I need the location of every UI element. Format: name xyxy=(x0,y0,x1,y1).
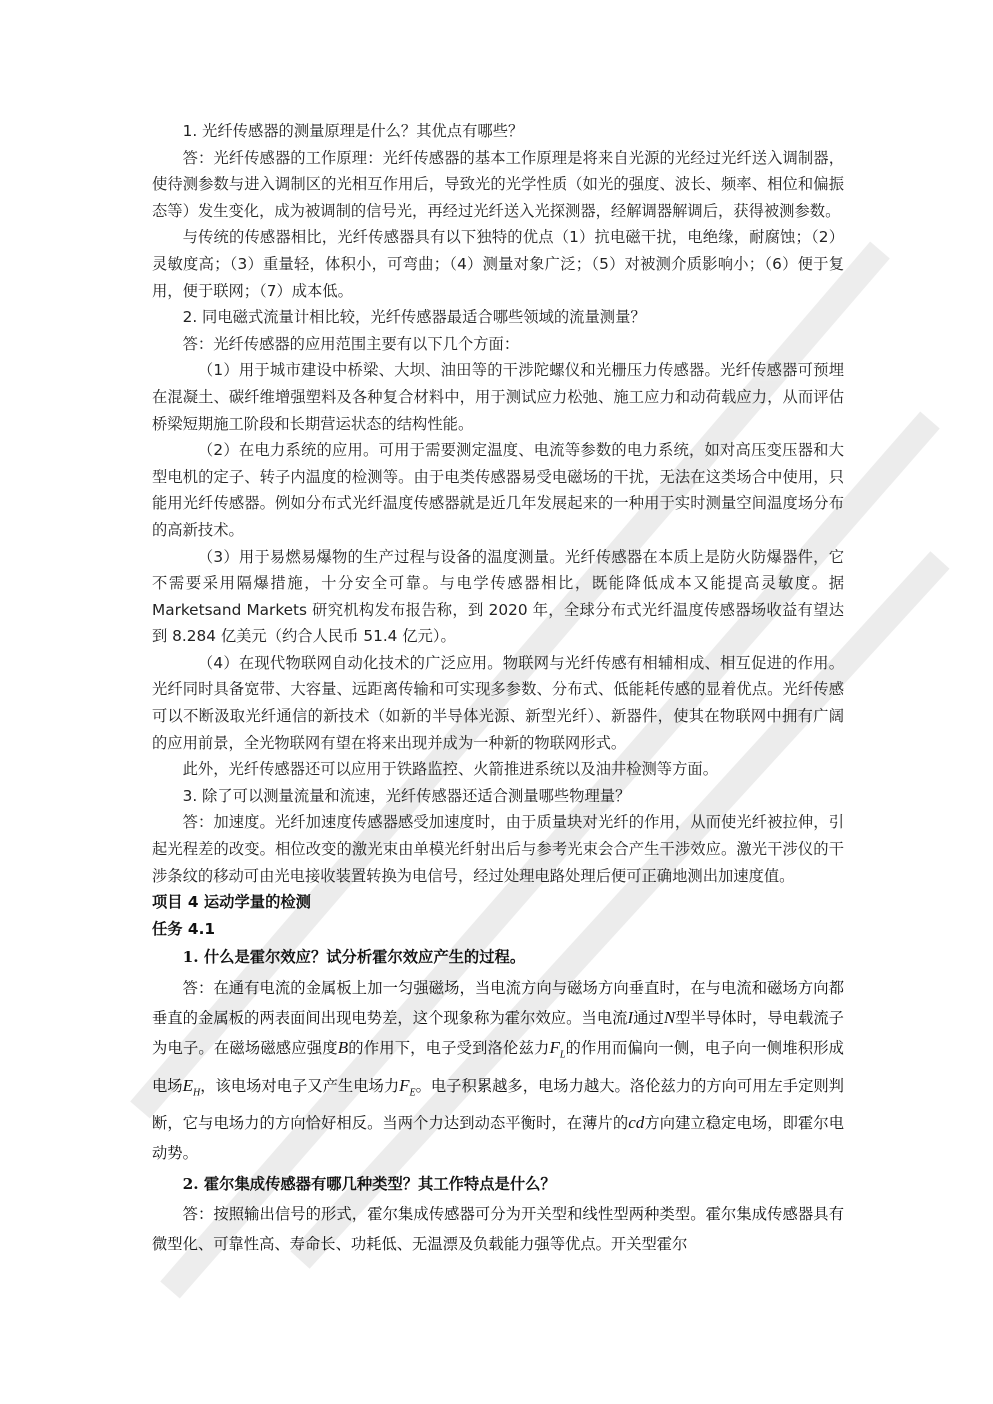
document-page xyxy=(152,118,844,1259)
answer-1-principle: 答：光纤传感器的工作原理：光纤传感器的基本工作原理是将来自光源的光经过光纤送入调制器，使待测参数与进入调制区的光相互作用后，导致光的光学性质（如光的强度、波长、频率、相位和偏振态等）发生变化，成为被调制的信号光，再经过光纤送入光探测器，经解调器解调后，获得被测参数。 xyxy=(152,148,844,220)
question-3: 3. 除了可以测量流量和流速，光纤传感器还适合测量哪些物理量？ xyxy=(182,786,631,805)
answer-2-item-4: （4）在现代物联网自动化技术的广泛应用。物联网与光纤传感有相辅相成、相互促进的作用。光纤同时具备宽带、大容量、远距离传输和可实现多参数、分布式、低能耗传感的显着优点。光纤传感可以不断汲取光纤通信的新技术（如新的半导体光源、新型光纤）、新器件，使其在物联网中拥有广阔的应用前景，全光物联网有望在将来出现并成为一种新的物联网形式。 xyxy=(152,653,844,752)
answer-2-closing: 此外，光纤传感器还可以应用于铁路监控、火箭推进系统以及油井检测等方面。 xyxy=(182,760,718,779)
question-2: 2. 同电磁式流量计相比较，光纤传感器最适合哪些领域的流量测量？ xyxy=(182,308,646,327)
answer-2-item-3: （3）用于易燃易爆物的生产过程与设备的温度测量。光纤传感器在本质上是防火防爆器件，它不需要采用隔爆措施，十分安全可靠。与电学传感器相比，既能降低成本又能提高灵敏度。据 Marketsand Markets 研究机构发布报告称，到 2020 年，全球分布式光纤温度传感器场收益有望达到 8.284 亿美元（约合人民币 51.4 亿元）。 xyxy=(152,547,844,646)
math-symbol-b: B xyxy=(337,1038,349,1058)
answer-3: 答：加速度。光纤加速度传感器感受加速度时，由于质量块对光纤的作用，从而使光纤被拉伸，引起光程差的改变。相位改变的激光束由单模光纤射出后与参考光束会合产生干涉效应。激光干涉仪的干涉条纹的移动可由光电接收装置转换为电信号，经过处理电路处理后便可正确地测出加速度值。 xyxy=(152,813,844,885)
hall-answer-2: 答：按照输出信号的形式，霍尔集成传感器可分为开关型和线性型两种类型。霍尔集成传感器具有微型化、可靠性高、寿命长、功耗低、无温漂及负载能力强等优点。开关型霍尔 xyxy=(152,1204,844,1254)
hall-answer-1: 答：在通有电流的金属板上加一匀强磁场，当电流方向与磁场方向垂直时，在与电流和磁场方向都垂直的金属板的两表面间出现电势差，这个现象称为霍尔效应。当电流I通过N型半导体时，导电载流子为电子。在磁场磁感应强度B的作用下，电子受到洛伦兹力$F_L$的作用而偏向一侧，电子向一侧堆积形成电场$E_H$，该电场对电子又产生电场力$F_E$。电子积累越多，电场力越大。洛伦兹力的方向可用左手定则判断，它与电场力的方向恰好相反。当两个力达到动态平衡时，在薄片的cd方向建立稳定电场，即霍尔电动势。 xyxy=(152,978,844,1163)
math-symbol-eh: $E_H$ xyxy=(182,1075,201,1098)
answer-2-intro: 答：光纤传感器的应用范围主要有以下几个方面： xyxy=(182,334,520,353)
hall-question-2: 2. 霍尔集成传感器有哪几种类型？其工作特点是什么？ xyxy=(182,1174,556,1193)
task-title: 任务 4.1 xyxy=(152,919,216,938)
math-symbol-fe: $F_E$ xyxy=(399,1075,416,1098)
answer-1-advantages: 与传统的传感器相比，光纤传感器具有以下独特的优点（1）抗电磁干扰，电绝缘，耐腐蚀；（2）灵敏度高；（3）重量轻，体积小，可弯曲；（4）测量对象广泛；（5）对被测介质影响小；（6）便于复用，便于联网；（7）成本低。 xyxy=(152,228,844,300)
answer-2-item-2: （2）在电力系统的应用。可用于需要测定温度、电流等参数的电力系统，如对高压变压器和大型电机的定子、转子内温度的检测等。由于电类传感器易受电磁场的干扰，无法在这类场合中使用，只能用光纤传感器。例如分布式光纤温度传感器就是近几年发展起来的一种用于实时测量空间温度场分布的高新技术。 xyxy=(152,441,844,539)
math-symbol-fl: $F_L$ xyxy=(549,1038,566,1061)
math-symbol-n: N xyxy=(663,1007,676,1027)
project-title: 项目 4 运动学量的检测 xyxy=(152,893,311,912)
math-symbol-i: I xyxy=(627,1007,634,1027)
answer-2-item-1: （1）用于城市建设中桥梁、大坝、油田等的干涉陀螺仪和光栅压力传感器。光纤传感器可预埋在混凝土、碳纤维增强塑料及各种复合材料中，用于测试应力松弛、施工应力和动荷载应力，从而评估桥梁短期施工阶段和长期营运状态的结构性能。 xyxy=(152,361,844,433)
question-1: 1. 光纤传感器的测量原理是什么？其优点有哪些？ xyxy=(182,122,524,140)
math-symbol-cd: cd xyxy=(628,1113,645,1133)
hall-question-1: 1. 什么是霍尔效应？试分析霍尔效应产生的过程。 xyxy=(182,948,526,967)
